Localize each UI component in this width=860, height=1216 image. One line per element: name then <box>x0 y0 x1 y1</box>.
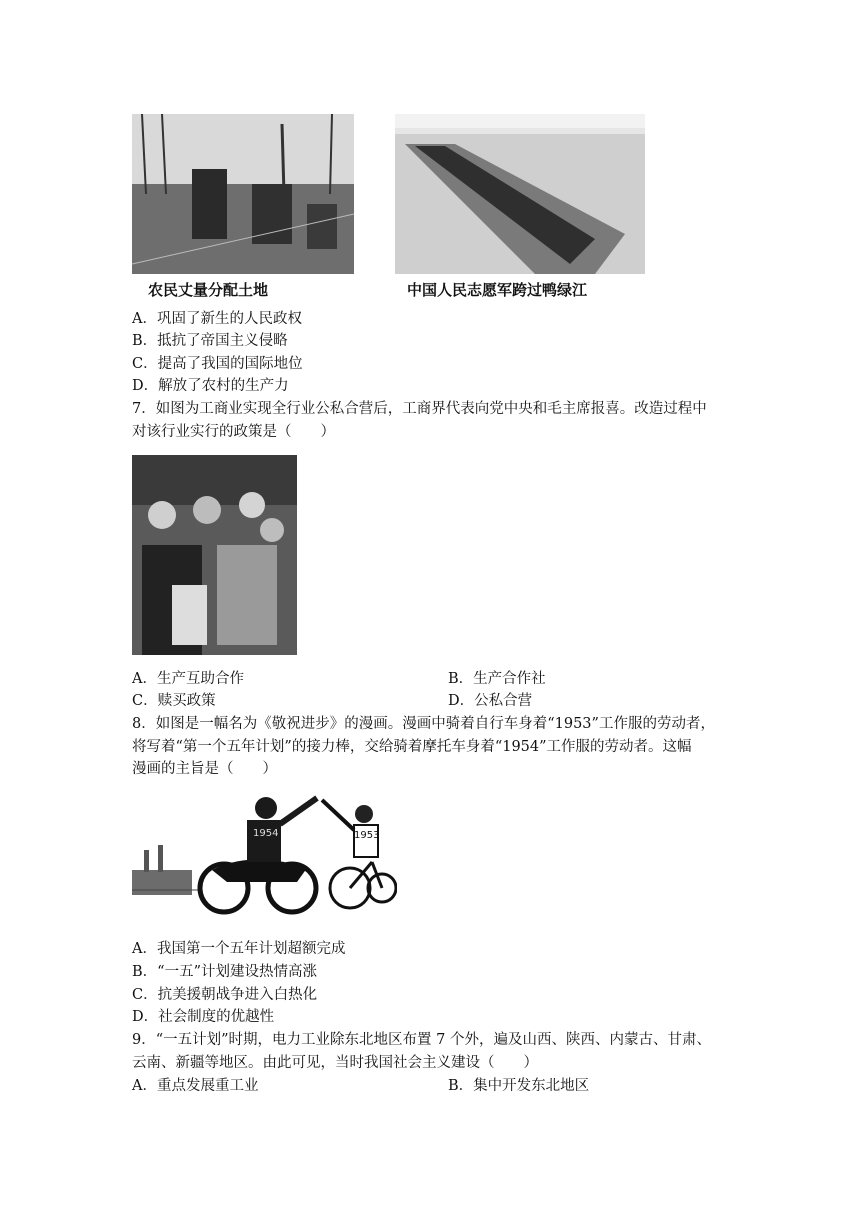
q7-stem-line2: 对该行业实行的政策是（ ） <box>132 424 335 440</box>
q6-option-a: A．巩固了新生的人民政权 <box>132 311 302 327</box>
business-reps-photo <box>132 455 297 655</box>
q9-stem-line2: 云南、新疆等地区。由此可见，当时我国社会主义建设（ ） <box>132 1055 538 1071</box>
q7-option-b: B．生产合作社 <box>448 671 546 687</box>
q7-stem-line1: 7．如图为工商业实现全行业公私合营后，工商界代表向党中央和毛主席报喜。改造过程中 <box>132 401 707 417</box>
business-reps-illustration <box>132 455 297 655</box>
q6-option-b: B．抵抗了帝国主义侵略 <box>132 333 288 349</box>
q9-option-b: B．集中开发东北地区 <box>448 1078 590 1094</box>
q7-option-d: D．公私合营 <box>448 693 533 709</box>
q6-option-d: D．解放了农村的生产力 <box>132 378 289 394</box>
q8-option-c: C．抗美援朝战争进入白热化 <box>132 987 318 1003</box>
cartoon-label-1954: 1954 <box>253 828 279 839</box>
volunteer-army-photo <box>395 114 645 274</box>
figure-caption-land: 农民丈量分配土地 <box>148 281 269 299</box>
cartoon-label-1953: 1953 <box>354 830 380 841</box>
relay-cartoon <box>132 790 397 920</box>
q8-stem-line2: 将写着“第一个五年计划”的接力棒，交给骑着摩托车身着“1954”工作服的劳动者。这幅 <box>132 739 692 755</box>
river-crossing-illustration <box>395 114 645 274</box>
q6-option-c: C．提高了我国的国际地位 <box>132 356 303 372</box>
q9-option-a: A．重点发展重工业 <box>132 1078 259 1094</box>
q7-option-c: C．赎买政策 <box>132 693 216 709</box>
q8-option-b: B．“一五”计划建设热情高涨 <box>132 964 317 980</box>
q8-option-a: A．我国第一个五年计划超额完成 <box>132 941 346 957</box>
q8-stem-line1: 8．如图是一幅名为《敬祝进步》的漫画。漫画中骑着自行车身着“1953”工作服的劳动者， <box>132 716 715 732</box>
q7-option-a: A．生产互助合作 <box>132 671 244 687</box>
q8-stem-line3: 漫画的主旨是（ ） <box>132 761 277 777</box>
figure-caption-volunteer: 中国人民志愿军跨过鸭绿江 <box>407 281 588 299</box>
q8-option-d: D．社会制度的优越性 <box>132 1009 275 1025</box>
q9-stem-line1: 9．“一五计划”时期，电力工业除东北地区布置 7 个外，遍及山西、陕西、内蒙古、甘肃、 <box>132 1032 711 1048</box>
land-distribution-illustration <box>132 114 354 274</box>
relay-cartoon-drawing <box>132 790 397 920</box>
land-distribution-photo <box>132 114 354 274</box>
